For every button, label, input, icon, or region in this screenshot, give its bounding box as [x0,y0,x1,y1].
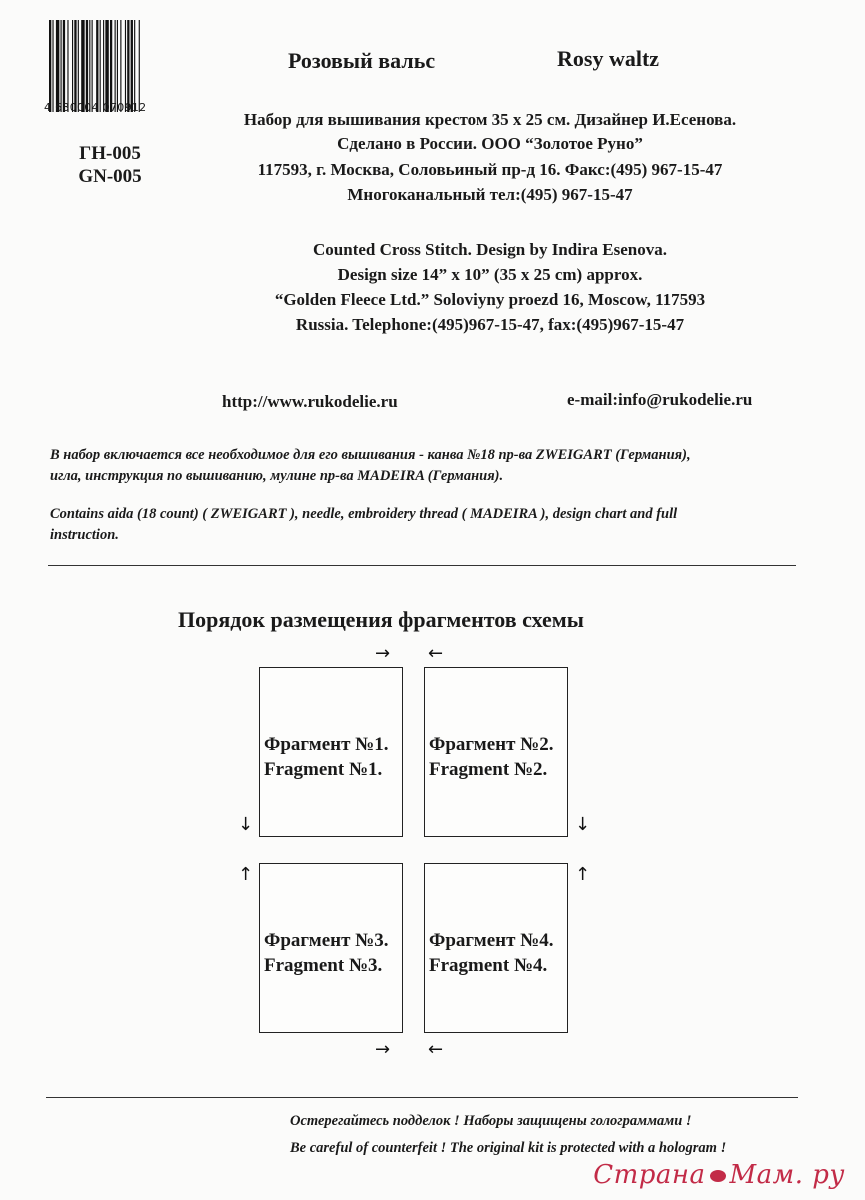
barcode [47,20,167,112]
fragment-label-en: Fragment №4. [429,955,548,976]
contents-en-line: Contains aida (18 count) ( ZWEIGART ), needle, embroidery thread ( MADEIRA ), design chart and full [50,506,678,522]
site-watermark [593,1160,845,1190]
info-en-line: Design size 14” x 10” (35 x 25 cm) approx. [337,265,643,284]
info-en-line: “Golden Fleece Ltd.” Soloviyny proezd 16, Moscow, 117593 [274,290,706,309]
info-ru-line: 117593, г. Москва, Соловьиный пр-д 16. Факс:(495) 967-15-47 [257,160,723,179]
contents-ru-line: игла, инструкция по вышиванию, мулине пр-ва MADEIRA (Германия). [50,468,504,484]
fragment-label-en: Fragment №1. [264,759,383,780]
arrow-right-icon: → [375,1039,391,1060]
arrow-left-icon: ← [428,1039,444,1060]
arrow-down-icon: ↓ [238,814,254,835]
fragment-label-en: Fragment №2. [429,759,548,780]
arrow-right-icon: → [375,643,391,664]
title-en: Rosy waltz [557,46,660,71]
arrow-left-icon: ← [428,643,444,664]
arrow-down-icon: ↓ [575,814,591,835]
fragment-label-en: Fragment №3. [264,955,383,976]
fragment-label-ru: Фрагмент №3. [264,930,389,951]
counterfeit-warning-ru: Остерегайтесь подделок ! Наборы защищены голограммами ! [290,1113,692,1129]
watermark-text-right: Мам [729,1160,795,1190]
info-en-line: Counted Cross Stitch. Design by Indira Esenova. [313,240,667,259]
website-url: http://www.rukodelie.ru [222,392,398,411]
product-code-en: GN-005 [78,166,142,187]
info-ru-line: Сделано в России. ООО “Золотое Руно” [337,134,643,153]
info-en-line: Russia. Telephone:(495)967-15-47, fax:(495)967-15-47 [295,315,685,334]
fragment-label-ru: Фрагмент №4. [429,930,554,951]
fragment-label-ru: Фрагмент №1. [264,734,389,755]
scheme-title: Порядок размещения фрагментов схемы [178,607,584,632]
divider [48,565,796,566]
divider [46,1097,798,1098]
arrow-up-icon: ↑ [238,864,254,885]
watermark-logo-icon [710,1170,726,1182]
watermark-suffix: . ру [794,1160,845,1190]
title-ru: Розовый вальс [288,48,436,73]
watermark-text-left: Страна [593,1160,706,1190]
counterfeit-warning-en: Be careful of counterfeit ! The original kit is protected with a hologram ! [290,1140,727,1156]
product-code-ru: ГН-005 [79,143,141,164]
barcode-digits: 4 630004 070912 [44,101,147,114]
email-address: e-mail:info@rukodelie.ru [567,390,753,409]
info-ru-line: Набор для вышивания крестом 35 x 25 см. Дизайнер И.Есенова. [243,110,737,129]
contents-ru-line: В набор включается все необходимое для его вышивания - канва №18 пр-ва ZWEIGART (Германия), [50,447,691,463]
arrow-up-icon: ↑ [575,864,591,885]
info-ru-line: Многоканальный тел:(495) 967-15-47 [347,185,633,204]
fragment-label-ru: Фрагмент №2. [429,734,554,755]
contents-en-line: instruction. [50,527,119,543]
